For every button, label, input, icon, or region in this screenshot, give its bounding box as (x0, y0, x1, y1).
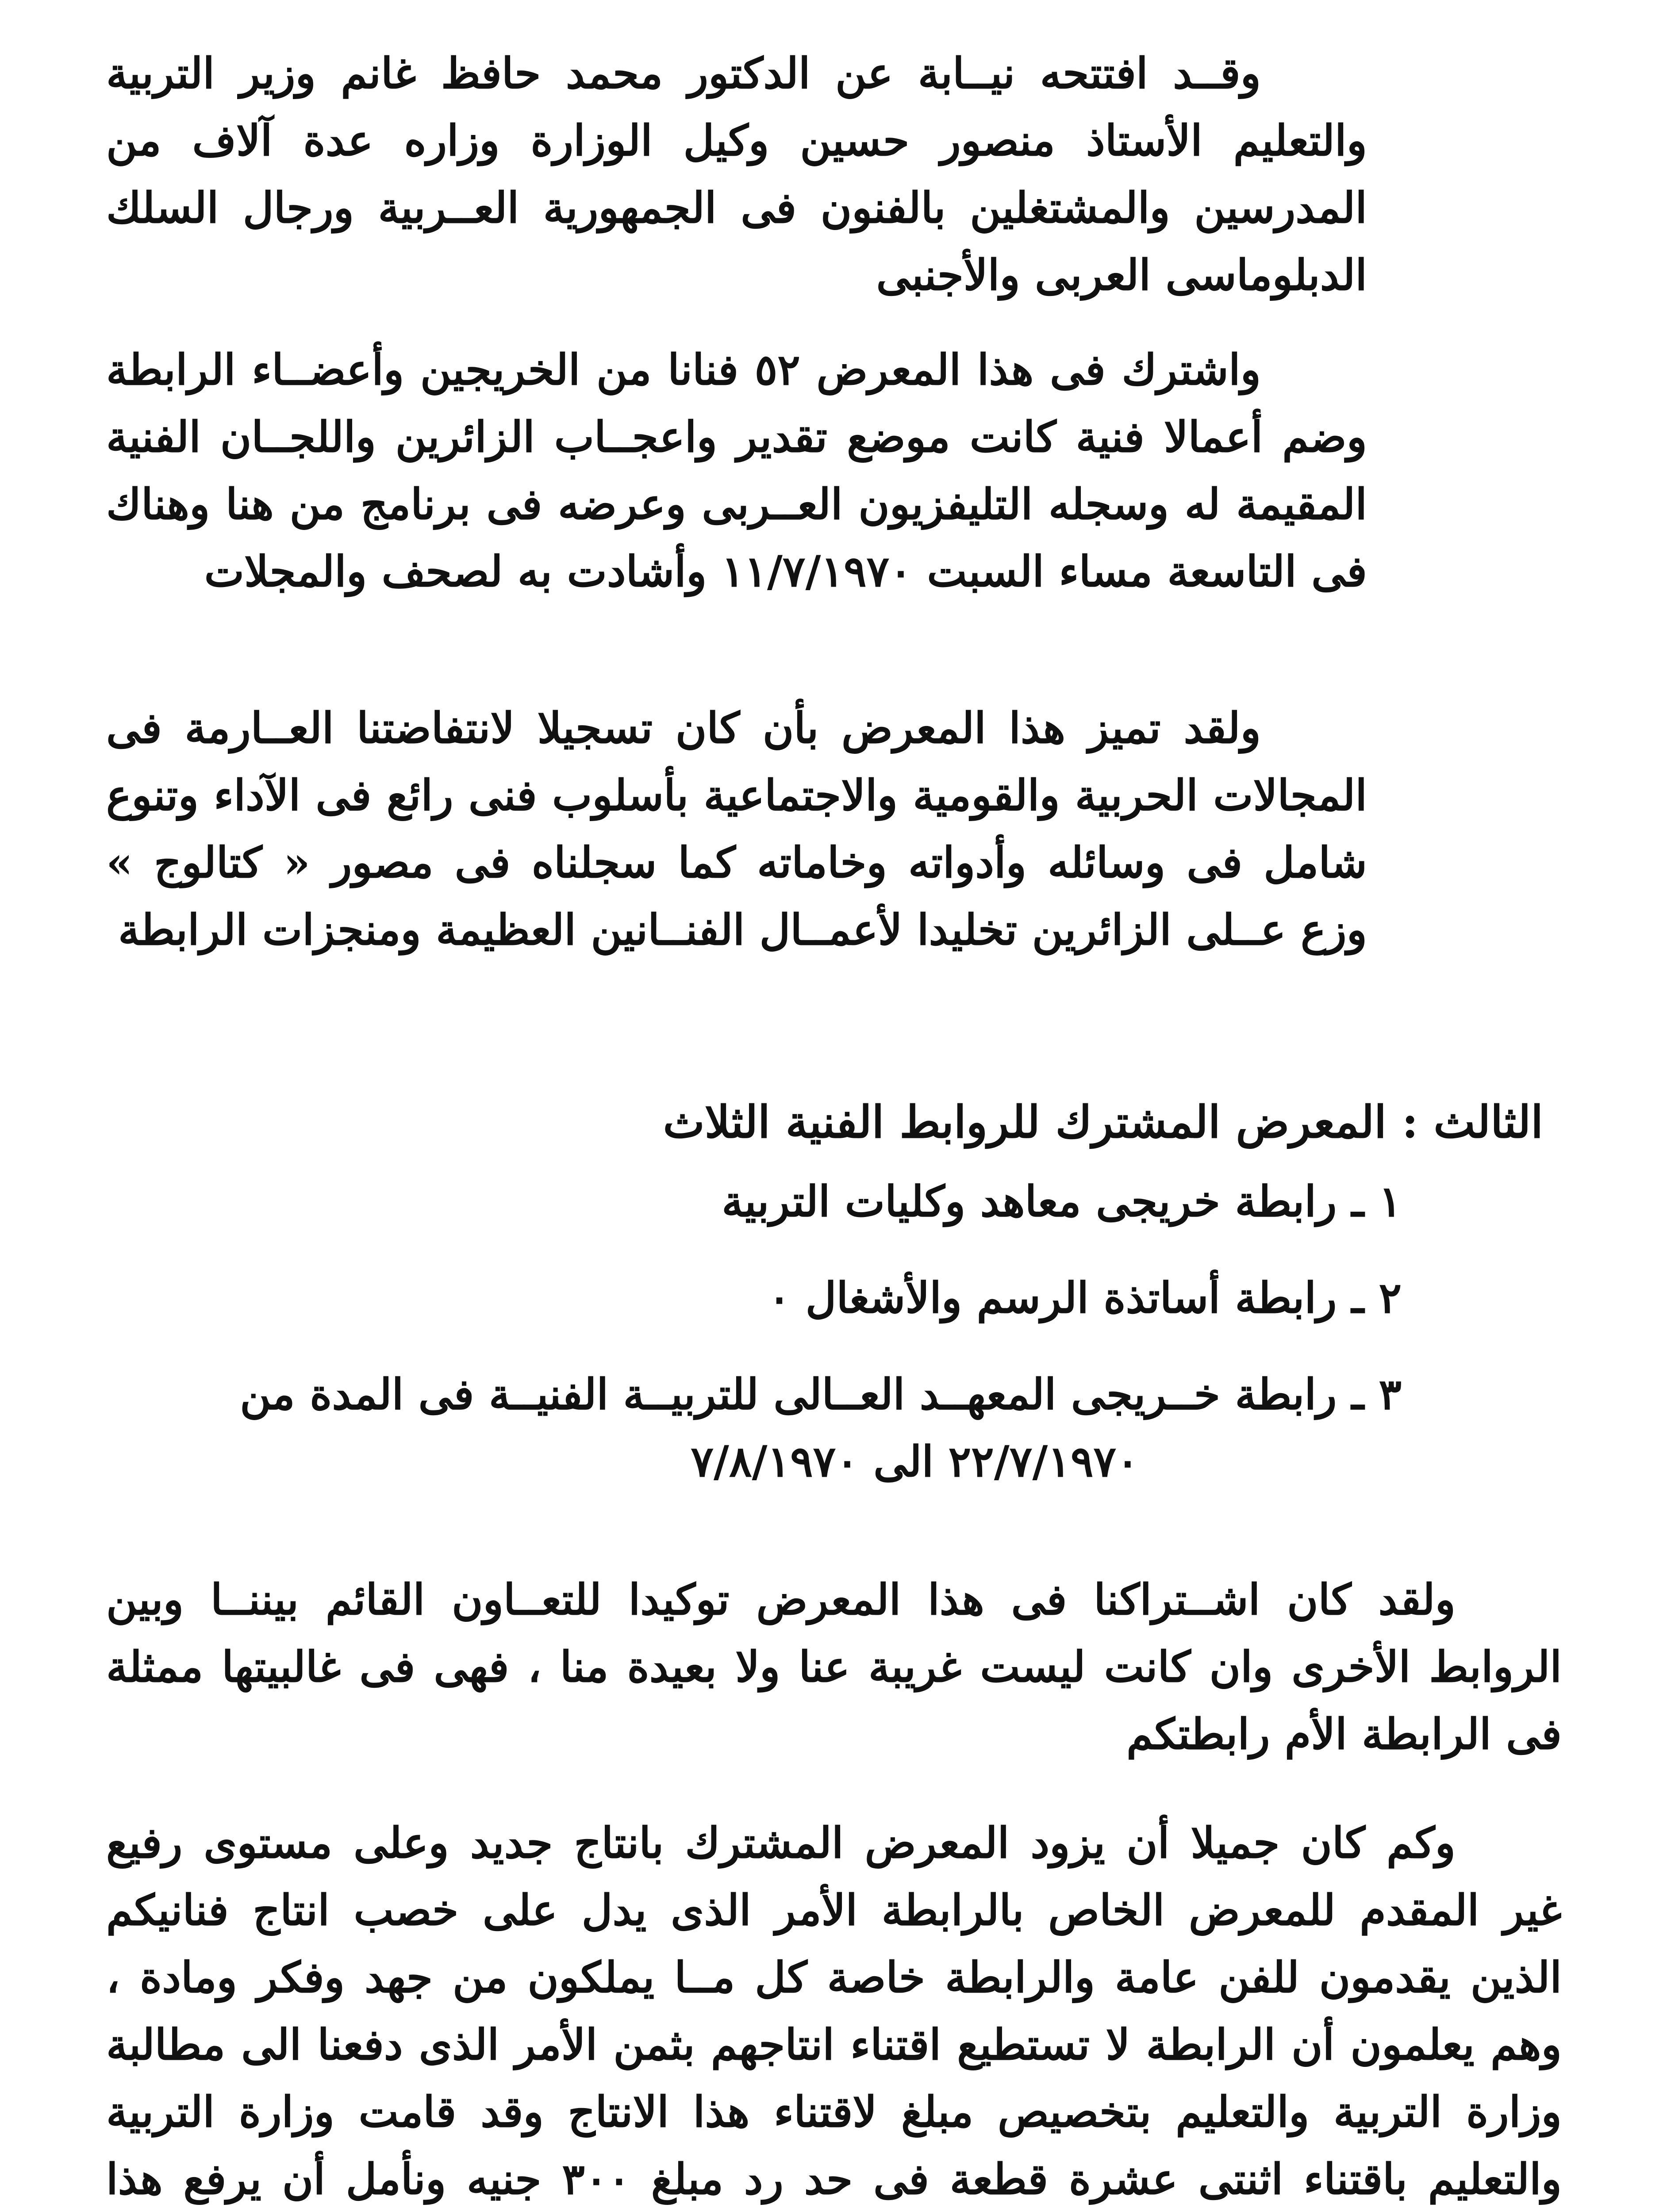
section-third-heading (127, 1088, 1543, 1156)
paragraph-text: واشترك فى هذا المعرض ٥٢ فنانا من الخريجين وأعضــاء الرابطة وضم أعمالا فنية كانت موضع تقدير واعجــاب الزائرين واللجــان الفنية المقيمة له وسجله التليفزيون العــربى وعرضه فى برنامج من هنا وهناك فى التاسعة مساء السبت ١١/٧/١٩٧٠ وأشادت به لصحف والمجلات (106, 345, 1367, 596)
paragraph-participants (106, 336, 1367, 605)
list-item: ١ ـ رابطة خريجى معاهد وكليات التربية (722, 1176, 1402, 1226)
associations-list (127, 1168, 1402, 1495)
list-item-continuation: ٢٢/٧/١٩٧٠ الى ٧/٨/١٩٧٠ (691, 1436, 1139, 1486)
paragraph-text: وقــد افتتحه نيــابة عن الدكتور محمد حافظ غانم وزير التربية والتعليم الأستاذ منصور حسين وكيل الوزارة وزاره عدة آلاف من المدرسين والمشتغلين بالفنون فى الجمهورية العــربية ورجال السلك الدبلوماسى العربى والأجنبى (106, 48, 1367, 300)
paragraph-production (106, 1809, 1562, 2212)
paragraph-cooperation (106, 1566, 1562, 1768)
paragraph-text: ولقد كان اشــتراكنا فى هذا المعرض توكيدا للتعــاون القائم بيننــا وبين الروابط الأخرى وان كانت ليست غريبة عنا ولا بعيدة منا ، فهى فى غالبيتها ممثلة فى الرابطة الأم رابطتكم (106, 1575, 1562, 1759)
paragraph-text: وكم كان جميلا أن يزود المعرض المشترك بانتاج جديد وعلى مستوى رفيع غير المقدم للمعرض الخاص بالرابطة الأمر الذى يدل على خصب انتاج فنانيكم الذين يقدمون للفن عامة والرابطة خاصة كل مــا يملكون من جهد وفكر ومادة ، وهم يعلمون أن الرابطة لا تستطيع اقتناء انتاجهم بثمن الأمر الذى دفعنا الى مطالبة وزارة التربية والتعليم بتخصيص مبلغ لاقتناء هذا الانتاج وقد قامت وزارة التربية والتعليم باقتناء اثنتى عشرة قطعة فى حد رد مبلغ ٣٠٠ جنيه ونأمل أن يرفع هذا (106, 1818, 1562, 2204)
list-item: ٣ ـ رابطة خــريجى المعهــد العــالى للتربيــة الفنيــة فى المدة من (240, 1369, 1402, 1419)
section-label: الثالث : (1402, 1096, 1543, 1148)
list-item: ٢ ـ رابطة أساتذة الرسم والأشغال ٠ (768, 1273, 1402, 1323)
paragraph-opening (106, 40, 1367, 309)
paragraph-text: ولقد تميز هذا المعرض بأن كان تسجيلا لانتفاضتنا العــارمة فى المجالات الحربية والقومية والاجتماعية بأسلوب فنى رائع فى الآداء وتنوع شامل فى وسائله وأدواته وخاماته كما سجلناه فى مصور « كتالوج » وزع عــلى الزائرين تخليدا لأعمــال الفنــانين العظيمة ومنجزات الرابطة (106, 703, 1367, 955)
paragraph-distinction (106, 695, 1367, 964)
section-title: المعرض المشترك للروابط الفنية الثلاث (663, 1096, 1387, 1148)
